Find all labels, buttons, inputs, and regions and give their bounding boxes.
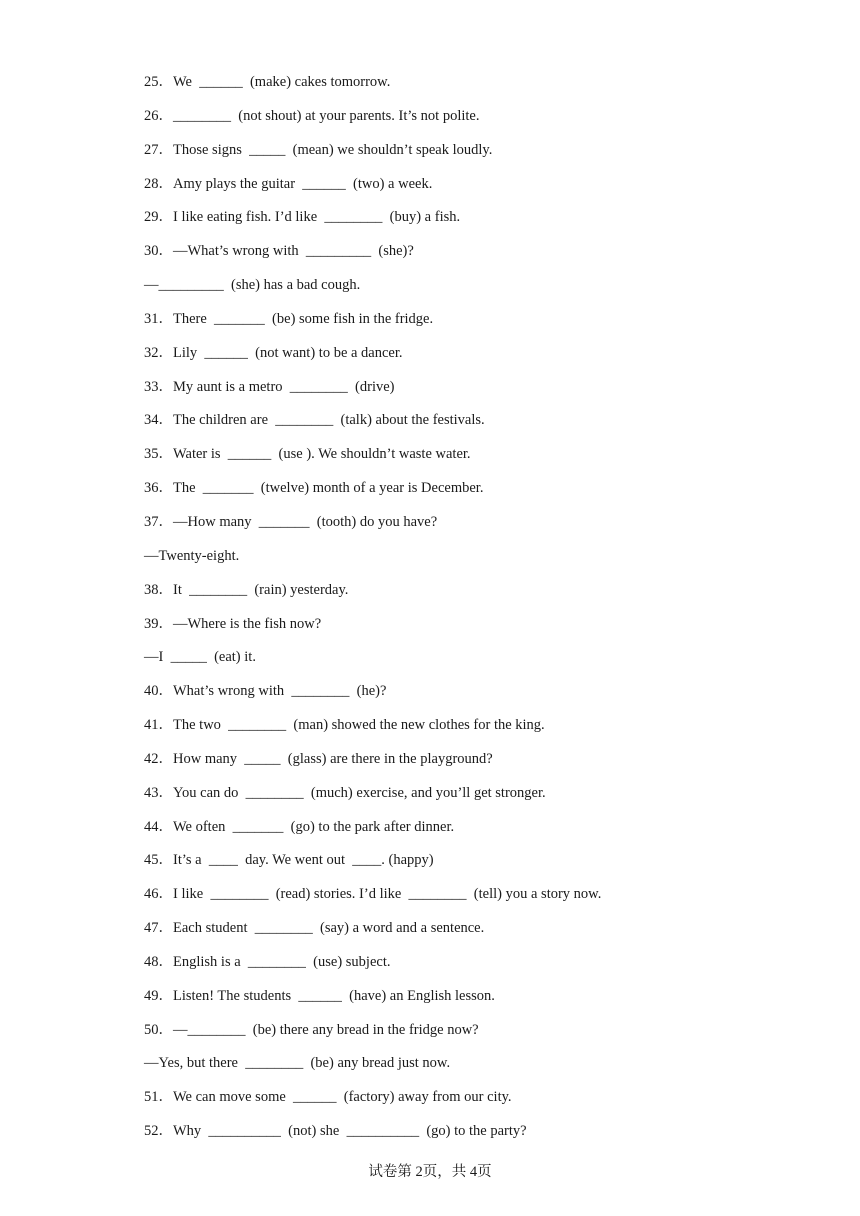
exercise-line: 25．We ______ (make) cakes tomorrow. [144,74,391,90]
exercise-line: —_________ (she) has a bad cough. [144,277,361,294]
exercise-line: 44．We often _______ (go) to the park after dinner. [144,818,455,835]
exercise-line: 38．It ________ (rain) yesterday. [144,581,349,598]
exercise-line: 31．There _______ (be) some fish in the fridge. [144,310,434,327]
exercise-line: 33．My aunt is a metro ________ (drive) [144,378,395,395]
exercise-line: 29．I like eating fish. I’d like ________ (buy) a fish. [144,209,461,226]
exercise-line: 28．Amy plays the guitar ______ (two) a week. [144,175,433,192]
exercise-line: 48．English is a ________ (use) subject. [144,953,391,970]
exercise-line: 41．The two ________ (man) showed the new clothes for the king. [144,717,545,734]
exercise-line: —Twenty-eight. [144,547,240,564]
exercise-line: 52．Why __________ (not) she __________ (go) to the party? [144,1123,527,1140]
exercise-line: 27．Those signs _____ (mean) we shouldn’t speak loudly. [144,141,493,158]
exercise-line: 49．Listen! The students ______ (have) an English lesson. [144,987,495,1004]
exercise-line: 43．You can do ________ (much) exercise, and you’ll get stronger. [144,784,546,801]
exercise-line: 36．The _______ (twelve) month of a year is December. [144,480,484,497]
exercise-line: 40．What’s wrong with ________ (he)? [144,683,387,700]
exercise-line: 51．We can move some ______ (factory) away from our city. [144,1089,512,1106]
exercise-line: 34．The children are ________ (talk) about the festivals. [144,412,485,429]
exercise-line: 46．I like ________ (read) stories. I’d like ________ (tell) you a story now. [144,886,602,903]
exercise-line: 50．—________ (be) there any bread in the fridge now? [144,1021,479,1038]
exercise-line: 32．Lily ______ (not want) to be a dancer. [144,344,403,361]
exercise-line: 39．—Where is the fish now? [144,615,322,632]
exercise-line: 37．—How many _______ (tooth) do you have? [144,513,438,530]
page-footer: 试卷第 2页，共 4页 [368,1164,492,1180]
exercise-line: 45．It’s a ____ day. We went out ____. (happy) [144,852,434,869]
exercise-line: 42．How many _____ (glass) are there in the playground? [144,750,493,767]
exercise-line: —I _____ (eat) it. [144,649,256,666]
exercise-line: 47．Each student ________ (say) a word and a sentence. [144,920,485,937]
exercise-line: 35．Water is ______ (use ). We shouldn’t waste water. [144,446,471,463]
exercise-line: 30．—What’s wrong with _________ (she)? [144,243,414,260]
exercise-line: —Yes, but there ________ (be) any bread just now. [144,1055,451,1072]
exercise-list [144,72,784,1155]
exercise-line: 26．________ (not shout) at your parents. It’s not polite. [144,107,480,124]
